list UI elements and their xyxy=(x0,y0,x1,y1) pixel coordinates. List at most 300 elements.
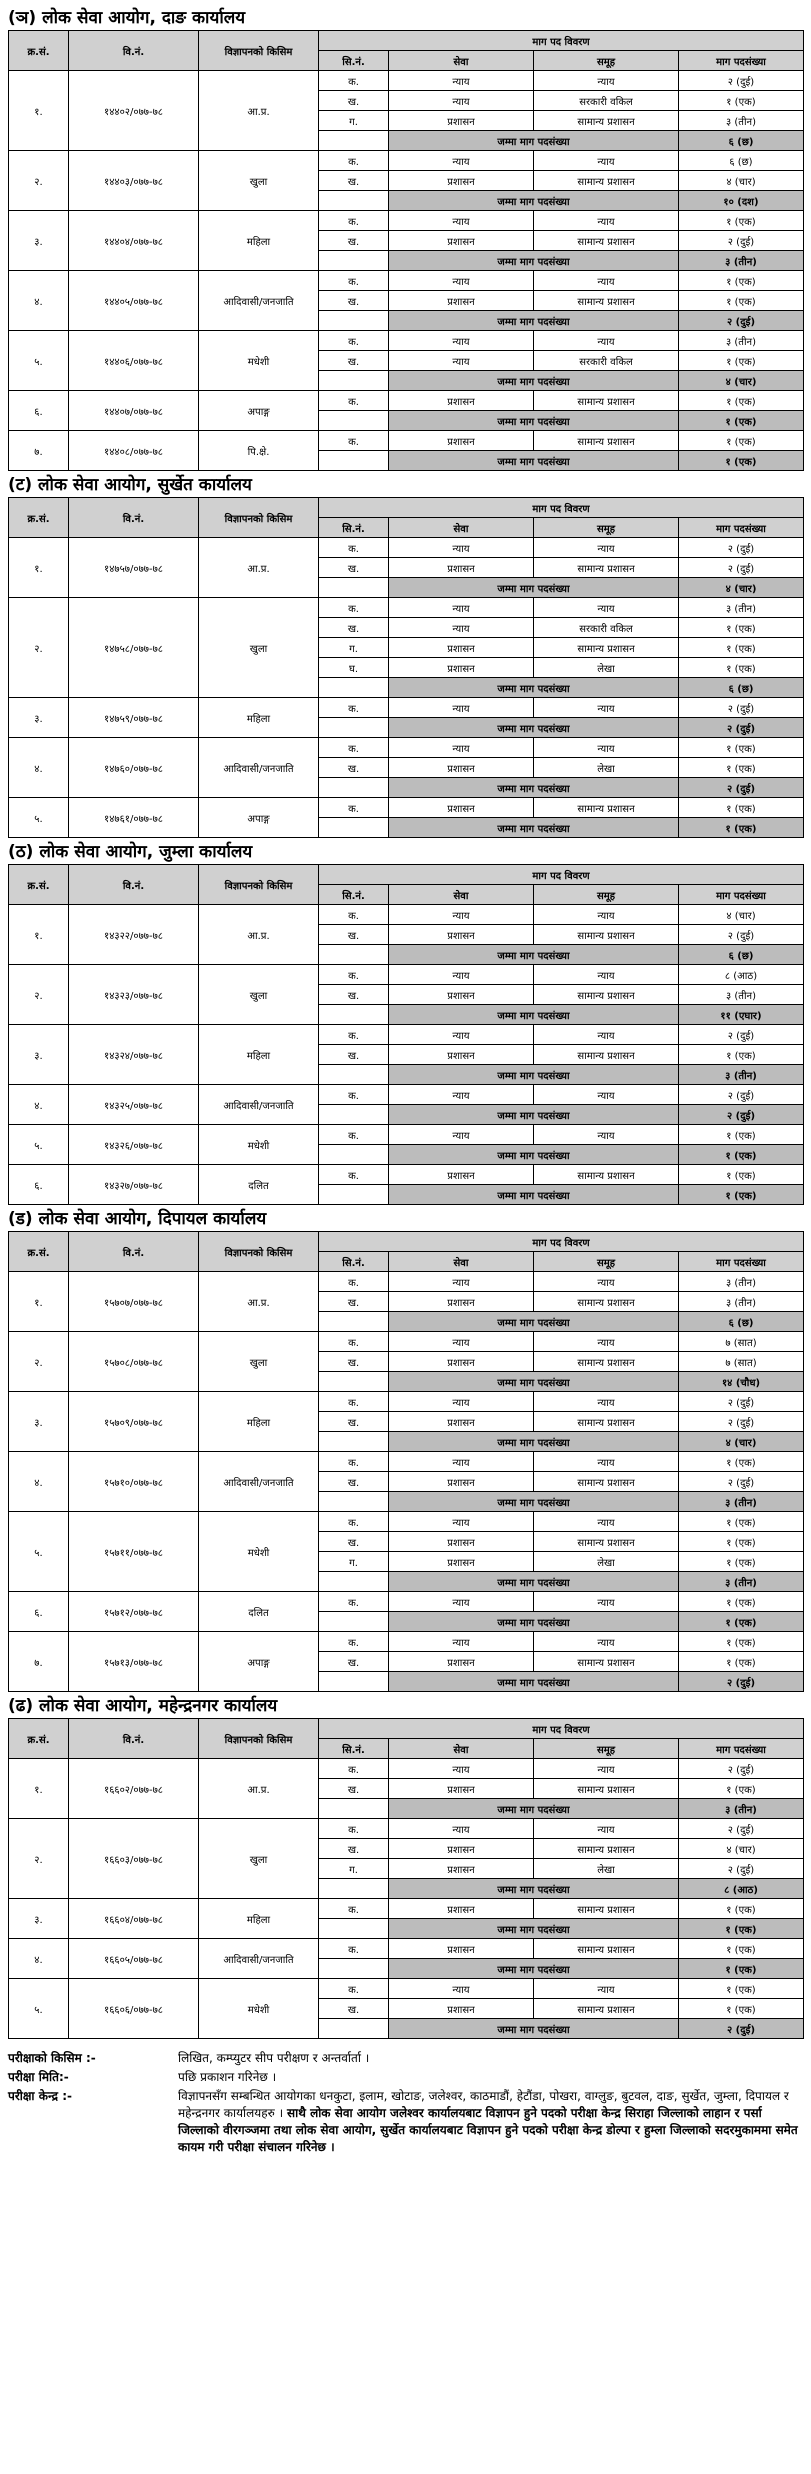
cell-vn: १४३२७/०७७-७८ xyxy=(69,1165,199,1205)
table-row xyxy=(9,151,804,171)
cell-type: महिला xyxy=(199,698,319,738)
cell-service: न्याय xyxy=(389,71,534,91)
cell-sn: १. xyxy=(9,71,69,151)
cell-service: न्याय xyxy=(389,965,534,985)
cell-sub-sn: क. xyxy=(319,1332,389,1352)
cell-sub-sn: क. xyxy=(319,1899,389,1919)
cell-sub-sn: ख. xyxy=(319,351,389,371)
cell-sub-sn: ख. xyxy=(319,1652,389,1672)
total-label: जम्मा माग पदसंख्या xyxy=(389,131,679,151)
cell-vn: १६६०६/०७७-७८ xyxy=(69,1979,199,2039)
cell-sn: ६. xyxy=(9,1592,69,1632)
table-row xyxy=(9,538,804,558)
cell-sub-sn: क. xyxy=(319,71,389,91)
exam-date-value: पछि प्रकाशन गरिनेछ । xyxy=(178,2070,277,2084)
total-label: जम्मा माग पदसंख्या xyxy=(389,1372,679,1392)
total-spacer xyxy=(319,1612,389,1632)
cell-sub-sn: क. xyxy=(319,1085,389,1105)
cell-vn: १५७०७/०७७-७८ xyxy=(69,1272,199,1332)
cell-group: सामान्य प्रशासन xyxy=(534,1472,679,1492)
cell-group: न्याय xyxy=(534,1332,679,1352)
table-row xyxy=(9,1392,804,1412)
total-value: १० (दश) xyxy=(679,191,804,211)
cell-group: न्याय xyxy=(534,538,679,558)
cell-service: प्रशासन xyxy=(389,1292,534,1312)
cell-sn: २. xyxy=(9,598,69,698)
table-row xyxy=(9,331,804,351)
total-spacer xyxy=(319,1959,389,1979)
total-spacer xyxy=(319,945,389,965)
total-value: ४ (चार) xyxy=(679,578,804,598)
cell-service: प्रशासन xyxy=(389,111,534,131)
total-value: ३ (तीन) xyxy=(679,1572,804,1592)
cell-sn: ३. xyxy=(9,1025,69,1085)
cell-service: न्याय xyxy=(389,271,534,291)
total-spacer xyxy=(319,1492,389,1512)
total-spacer xyxy=(319,678,389,698)
cell-count: १ (एक) xyxy=(679,91,804,111)
cell-service: न्याय xyxy=(389,1272,534,1292)
cell-service: प्रशासन xyxy=(389,985,534,1005)
cell-service: प्रशासन xyxy=(389,1999,534,2019)
cell-type: महिला xyxy=(199,1025,319,1085)
total-label: जम्मा माग पदसंख्या xyxy=(389,311,679,331)
cell-service: प्रशासन xyxy=(389,1839,534,1859)
total-label: जम्मा माग पदसंख्या xyxy=(389,1105,679,1125)
cell-service: प्रशासन xyxy=(389,1552,534,1572)
cell-service: न्याय xyxy=(389,905,534,925)
cell-count: ३ (तीन) xyxy=(679,1272,804,1292)
header-vn: वि.नं. xyxy=(69,31,199,71)
cell-sub-sn: ख. xyxy=(319,91,389,111)
cell-type: मधेशी xyxy=(199,331,319,391)
cell-sub-sn: क. xyxy=(319,598,389,618)
cell-service: प्रशासन xyxy=(389,758,534,778)
total-spacer xyxy=(319,2019,389,2039)
cell-sn: ५. xyxy=(9,798,69,838)
cell-group: लेखा xyxy=(534,1552,679,1572)
cell-count: १ (एक) xyxy=(679,1045,804,1065)
cell-count: १ (एक) xyxy=(679,618,804,638)
cell-count: १ (एक) xyxy=(679,211,804,231)
cell-group: लेखा xyxy=(534,1859,679,1879)
header-sn: क्र.सं. xyxy=(9,1232,69,1272)
cell-type: महिला xyxy=(199,1392,319,1452)
cell-service: प्रशासन xyxy=(389,558,534,578)
cell-type: अपाङ्ग xyxy=(199,1632,319,1692)
cell-vn: १४७५८/०७७-७८ xyxy=(69,598,199,698)
total-value: १ (एक) xyxy=(679,1145,804,1165)
subheader-sn: सि.नं. xyxy=(319,518,389,538)
cell-count: १ (एक) xyxy=(679,1999,804,2019)
cell-group: सामान्य प्रशासन xyxy=(534,558,679,578)
cell-type: आ.प्र. xyxy=(199,538,319,598)
total-label: जम्मा माग पदसंख्या xyxy=(389,1612,679,1632)
cell-sub-sn: ख. xyxy=(319,1532,389,1552)
cell-group: न्याय xyxy=(534,1392,679,1412)
cell-service: न्याय xyxy=(389,618,534,638)
total-spacer xyxy=(319,1372,389,1392)
cell-group: सामान्य प्रशासन xyxy=(534,1412,679,1432)
cell-vn: १४४०७/०७७-७८ xyxy=(69,391,199,431)
cell-type: महिला xyxy=(199,211,319,271)
cell-group: न्याय xyxy=(534,1512,679,1532)
total-spacer xyxy=(319,1312,389,1332)
table-row xyxy=(9,1979,804,1999)
cell-service: प्रशासन xyxy=(389,1899,534,1919)
cell-sn: ३. xyxy=(9,1392,69,1452)
exam-type-value: लिखित, कम्प्युटर सीप परीक्षण र अन्तर्वार्ता । xyxy=(178,2051,370,2065)
cell-sub-sn: ख. xyxy=(319,558,389,578)
cell-count: ३ (तीन) xyxy=(679,1292,804,1312)
cell-sub-sn: ख. xyxy=(319,1045,389,1065)
cell-count: २ (दुई) xyxy=(679,1472,804,1492)
cell-type: आ.प्र. xyxy=(199,71,319,151)
subheader-service: सेवा xyxy=(389,518,534,538)
cell-vn: १६६०५/०७७-७८ xyxy=(69,1939,199,1979)
cell-sub-sn: क. xyxy=(319,698,389,718)
cell-vn: १४४०८/०७७-७८ xyxy=(69,431,199,471)
cell-service: प्रशासन xyxy=(389,1652,534,1672)
total-label: जम्मा माग पदसंख्या xyxy=(389,451,679,471)
cell-count: २ (दुई) xyxy=(679,538,804,558)
cell-group: सामान्य प्रशासन xyxy=(534,985,679,1005)
total-value: १ (एक) xyxy=(679,1959,804,1979)
cell-sub-sn: क. xyxy=(319,1272,389,1292)
cell-vn: १५७१२/०७७-७८ xyxy=(69,1592,199,1632)
cell-vn: १४७५७/०७७-७८ xyxy=(69,538,199,598)
cell-group: न्याय xyxy=(534,598,679,618)
header-detail: माग पद विवरण xyxy=(319,1719,804,1739)
total-label: जम्मा माग पदसंख्या xyxy=(389,818,679,838)
total-label: जम्मा माग पदसंख्या xyxy=(389,1672,679,1692)
cell-type: खुला xyxy=(199,151,319,211)
subheader-group: समूह xyxy=(534,51,679,71)
total-spacer xyxy=(319,311,389,331)
header-vn: वि.नं. xyxy=(69,498,199,538)
cell-sn: ४. xyxy=(9,271,69,331)
total-spacer xyxy=(319,1799,389,1819)
cell-group: न्याय xyxy=(534,1452,679,1472)
cell-group: सामान्य प्रशासन xyxy=(534,925,679,945)
subheader-group: समूह xyxy=(534,885,679,905)
office-heading: (ढ) लोक सेवा आयोग, महेन्द्रनगर कार्यालय xyxy=(8,1696,278,1716)
cell-group: सरकारी वकिल xyxy=(534,91,679,111)
total-spacer xyxy=(319,131,389,151)
cell-sub-sn: क. xyxy=(319,1632,389,1652)
total-label: जम्मा माग पदसंख्या xyxy=(389,251,679,271)
cell-count: १ (एक) xyxy=(679,658,804,678)
exam-type-label: परीक्षाको किसिम :- xyxy=(8,2051,96,2065)
cell-sub-sn: क. xyxy=(319,1592,389,1612)
table-row xyxy=(9,1085,804,1105)
cell-group: न्याय xyxy=(534,698,679,718)
cell-group: न्याय xyxy=(534,71,679,91)
table-row xyxy=(9,1025,804,1045)
cell-count: १ (एक) xyxy=(679,1552,804,1572)
cell-group: सामान्य प्रशासन xyxy=(534,391,679,411)
cell-count: १ (एक) xyxy=(679,758,804,778)
subheader-count: माग पदसंख्या xyxy=(679,1252,804,1272)
header-detail: माग पद विवरण xyxy=(319,498,804,518)
cell-service: न्याय xyxy=(389,91,534,111)
vacancy-table xyxy=(8,1231,804,1692)
cell-sub-sn: ग. xyxy=(319,111,389,131)
cell-type: मधेशी xyxy=(199,1125,319,1165)
cell-type: खुला xyxy=(199,598,319,698)
cell-type: पि.क्षे. xyxy=(199,431,319,471)
cell-vn: १४३२६/०७७-७८ xyxy=(69,1125,199,1165)
table-row xyxy=(9,1819,804,1839)
total-value: १४ (चौध) xyxy=(679,1372,804,1392)
cell-count: ३ (तीन) xyxy=(679,985,804,1005)
cell-sub-sn: घ. xyxy=(319,658,389,678)
cell-type: आदिवासी/जनजाति xyxy=(199,1085,319,1125)
cell-sn: ४. xyxy=(9,738,69,798)
cell-group: सरकारी वकिल xyxy=(534,351,679,371)
total-spacer xyxy=(319,1005,389,1025)
cell-type: आदिवासी/जनजाति xyxy=(199,1452,319,1512)
cell-service: न्याय xyxy=(389,331,534,351)
subheader-count: माग पदसंख्या xyxy=(679,1739,804,1759)
cell-group: न्याय xyxy=(534,905,679,925)
cell-sub-sn: क. xyxy=(319,965,389,985)
cell-service: न्याय xyxy=(389,1979,534,1999)
header-row xyxy=(9,1719,804,1739)
cell-count: १ (एक) xyxy=(679,391,804,411)
cell-vn: १४३२३/०७७-७८ xyxy=(69,965,199,1025)
cell-group: न्याय xyxy=(534,1759,679,1779)
subheader-service: सेवा xyxy=(389,51,534,71)
cell-count: ३ (तीन) xyxy=(679,598,804,618)
cell-count: ७ (सात) xyxy=(679,1352,804,1372)
cell-service: न्याय xyxy=(389,1632,534,1652)
vacancy-table xyxy=(8,497,804,838)
cell-vn: १४४०६/०७७-७८ xyxy=(69,331,199,391)
total-value: ४ (चार) xyxy=(679,1432,804,1452)
cell-count: १ (एक) xyxy=(679,431,804,451)
cell-group: सामान्य प्रशासन xyxy=(534,171,679,191)
vacancy-table xyxy=(8,864,804,1205)
cell-group: न्याय xyxy=(534,1025,679,1045)
cell-sub-sn: क. xyxy=(319,538,389,558)
cell-count: ७ (सात) xyxy=(679,1332,804,1352)
cell-service: न्याय xyxy=(389,351,534,371)
header-type: विज्ञापनको किसिम xyxy=(199,865,319,905)
subheader-service: सेवा xyxy=(389,1739,534,1759)
cell-type: आदिवासी/जनजाति xyxy=(199,1939,319,1979)
cell-sn: ३. xyxy=(9,211,69,271)
total-label: जम्मा माग पदसंख्या xyxy=(389,1879,679,1899)
cell-count: २ (दुई) xyxy=(679,71,804,91)
header-detail: माग पद विवरण xyxy=(319,865,804,885)
cell-sub-sn: ख. xyxy=(319,291,389,311)
cell-sub-sn: ख. xyxy=(319,618,389,638)
cell-sub-sn: क. xyxy=(319,1452,389,1472)
cell-group: सामान्य प्रशासन xyxy=(534,231,679,251)
cell-sub-sn: ख. xyxy=(319,1292,389,1312)
cell-sn: ४. xyxy=(9,1085,69,1125)
cell-count: १ (एक) xyxy=(679,351,804,371)
cell-count: २ (दुई) xyxy=(679,1819,804,1839)
cell-service: न्याय xyxy=(389,538,534,558)
cell-type: अपाङ्ग xyxy=(199,798,319,838)
total-label: जम्मा माग पदसंख्या xyxy=(389,718,679,738)
cell-vn: १४४०३/०७७-७८ xyxy=(69,151,199,211)
cell-sub-sn: क. xyxy=(319,391,389,411)
cell-count: २ (दुई) xyxy=(679,1759,804,1779)
subheader-group: समूह xyxy=(534,518,679,538)
cell-count: १ (एक) xyxy=(679,1452,804,1472)
cell-sn: १. xyxy=(9,1272,69,1332)
total-value: ६ (छ) xyxy=(679,678,804,698)
cell-group: सामान्य प्रशासन xyxy=(534,1999,679,2019)
cell-count: १ (एक) xyxy=(679,638,804,658)
cell-group: सरकारी वकिल xyxy=(534,618,679,638)
cell-sn: १. xyxy=(9,905,69,965)
cell-vn: १४४०५/०७७-७८ xyxy=(69,271,199,331)
total-value: ६ (छ) xyxy=(679,1312,804,1332)
cell-sub-sn: क. xyxy=(319,271,389,291)
cell-group: सामान्य प्रशासन xyxy=(534,1899,679,1919)
cell-type: आ.प्र. xyxy=(199,905,319,965)
cell-service: प्रशासन xyxy=(389,1472,534,1492)
cell-sub-sn: क. xyxy=(319,211,389,231)
header-sn: क्र.सं. xyxy=(9,31,69,71)
cell-count: १ (एक) xyxy=(679,1125,804,1145)
cell-count: २ (दुई) xyxy=(679,1412,804,1432)
cell-service: न्याय xyxy=(389,151,534,171)
cell-count: १ (एक) xyxy=(679,1532,804,1552)
cell-group: सामान्य प्रशासन xyxy=(534,1779,679,1799)
total-label: जम्मा माग पदसंख्या xyxy=(389,1492,679,1512)
header-sn: क्र.सं. xyxy=(9,498,69,538)
cell-sn: १. xyxy=(9,1759,69,1819)
cell-group: सामान्य प्रशासन xyxy=(534,1352,679,1372)
total-value: २ (दुई) xyxy=(679,1105,804,1125)
cell-type: खुला xyxy=(199,1819,319,1899)
cell-type: आदिवासी/जनजाति xyxy=(199,738,319,798)
cell-count: १ (एक) xyxy=(679,1592,804,1612)
total-value: ६ (छ) xyxy=(679,131,804,151)
cell-vn: १४३२२/०७७-७८ xyxy=(69,905,199,965)
total-label: जम्मा माग पदसंख्या xyxy=(389,578,679,598)
cell-sub-sn: क. xyxy=(319,1759,389,1779)
cell-service: प्रशासन xyxy=(389,638,534,658)
total-label: जम्मा माग पदसंख्या xyxy=(389,1572,679,1592)
total-value: ३ (तीन) xyxy=(679,251,804,271)
cell-count: १ (एक) xyxy=(679,291,804,311)
cell-type: आ.प्र. xyxy=(199,1272,319,1332)
cell-count: १ (एक) xyxy=(679,1512,804,1532)
total-value: ३ (तीन) xyxy=(679,1492,804,1512)
cell-type: आदिवासी/जनजाति xyxy=(199,271,319,331)
cell-group: न्याय xyxy=(534,331,679,351)
cell-sn: ५. xyxy=(9,1125,69,1165)
cell-sub-sn: ख. xyxy=(319,1352,389,1372)
cell-service: न्याय xyxy=(389,1085,534,1105)
cell-service: प्रशासन xyxy=(389,1532,534,1552)
cell-count: १ (एक) xyxy=(679,271,804,291)
cell-vn: १४३२५/०७७-७८ xyxy=(69,1085,199,1125)
table-row xyxy=(9,1332,804,1352)
table-row xyxy=(9,698,804,718)
total-spacer xyxy=(319,1145,389,1165)
total-spacer xyxy=(319,1672,389,1692)
total-value: १ (एक) xyxy=(679,451,804,471)
office-heading: (ट) लोक सेवा आयोग, सुर्खेत कार्यालय xyxy=(8,475,252,495)
exam-type-row xyxy=(8,2049,803,2066)
subheader-group: समूह xyxy=(534,1739,679,1759)
header-type: विज्ञापनको किसिम xyxy=(199,1232,319,1272)
header-row xyxy=(9,1232,804,1252)
vacancy-table xyxy=(8,1718,804,2039)
cell-group: न्याय xyxy=(534,1085,679,1105)
header-sn: क्र.सं. xyxy=(9,865,69,905)
office-heading: (ठ) लोक सेवा आयोग, जुम्ला कार्यालय xyxy=(8,842,253,862)
total-label: जम्मा माग पदसंख्या xyxy=(389,778,679,798)
total-value: १ (एक) xyxy=(679,411,804,431)
total-value: २ (दुई) xyxy=(679,718,804,738)
table-row xyxy=(9,905,804,925)
cell-vn: १५७०९/०७७-७८ xyxy=(69,1392,199,1452)
cell-group: सामान्य प्रशासन xyxy=(534,1292,679,1312)
cell-vn: १६६०३/०७७-७८ xyxy=(69,1819,199,1899)
cell-sub-sn: क. xyxy=(319,1025,389,1045)
cell-count: २ (दुई) xyxy=(679,698,804,718)
cell-sub-sn: क. xyxy=(319,1939,389,1959)
cell-service: न्याय xyxy=(389,211,534,231)
cell-sn: २. xyxy=(9,1819,69,1899)
header-type: विज्ञापनको किसिम xyxy=(199,1719,319,1759)
total-value: १ (एक) xyxy=(679,818,804,838)
table-row xyxy=(9,271,804,291)
cell-sub-sn: क. xyxy=(319,151,389,171)
subheader-count: माग पदसंख्या xyxy=(679,518,804,538)
exam-center-note: साथै लोक सेवा आयोग जलेश्वर कार्यालयबाट विज्ञापन हुने पदको परीक्षा केन्द्र सिराहा जिल्लाको लाहान र पर्सा जिल्लाको वीरगञ्जमा तथा लोक सेवा आयोग, सुर्खेत कार्यालयबाट विज्ञापन हुने पदको परीक्षा केन्द्र डोल्पा र हुम्ला जिल्लाको सदरमुकाममा समेत कायम गरी परीक्षा संचालन गरिनेछ । xyxy=(178,2106,798,2154)
cell-vn: १६६०२/०७७-७८ xyxy=(69,1759,199,1819)
total-spacer xyxy=(319,191,389,211)
header-vn: वि.नं. xyxy=(69,1232,199,1272)
cell-service: प्रशासन xyxy=(389,1779,534,1799)
total-value: १ (एक) xyxy=(679,1612,804,1632)
cell-count: १ (एक) xyxy=(679,1899,804,1919)
cell-sub-sn: क. xyxy=(319,905,389,925)
cell-sn: ३. xyxy=(9,1899,69,1939)
cell-type: महिला xyxy=(199,1899,319,1939)
cell-count: २ (दुई) xyxy=(679,925,804,945)
office-heading: (ञ) लोक सेवा आयोग, दाङ कार्यालय xyxy=(8,8,246,28)
cell-sub-sn: ख. xyxy=(319,758,389,778)
subheader-service: सेवा xyxy=(389,885,534,905)
subheader-sn: सि.नं. xyxy=(319,885,389,905)
cell-count: १ (एक) xyxy=(679,1632,804,1652)
cell-sub-sn: ख. xyxy=(319,1779,389,1799)
cell-service: प्रशासन xyxy=(389,391,534,411)
cell-sub-sn: ख. xyxy=(319,925,389,945)
cell-count: १ (एक) xyxy=(679,1779,804,1799)
cell-service: प्रशासन xyxy=(389,231,534,251)
cell-sub-sn: ख. xyxy=(319,1412,389,1432)
cell-count: २ (दुई) xyxy=(679,1392,804,1412)
exam-date-row xyxy=(8,2068,803,2085)
cell-group: न्याय xyxy=(534,271,679,291)
cell-group: सामान्य प्रशासन xyxy=(534,798,679,818)
header-type: विज्ञापनको किसिम xyxy=(199,498,319,538)
cell-count: २ (दुई) xyxy=(679,558,804,578)
cell-vn: १४७५९/०७७-७८ xyxy=(69,698,199,738)
table-row xyxy=(9,1939,804,1959)
